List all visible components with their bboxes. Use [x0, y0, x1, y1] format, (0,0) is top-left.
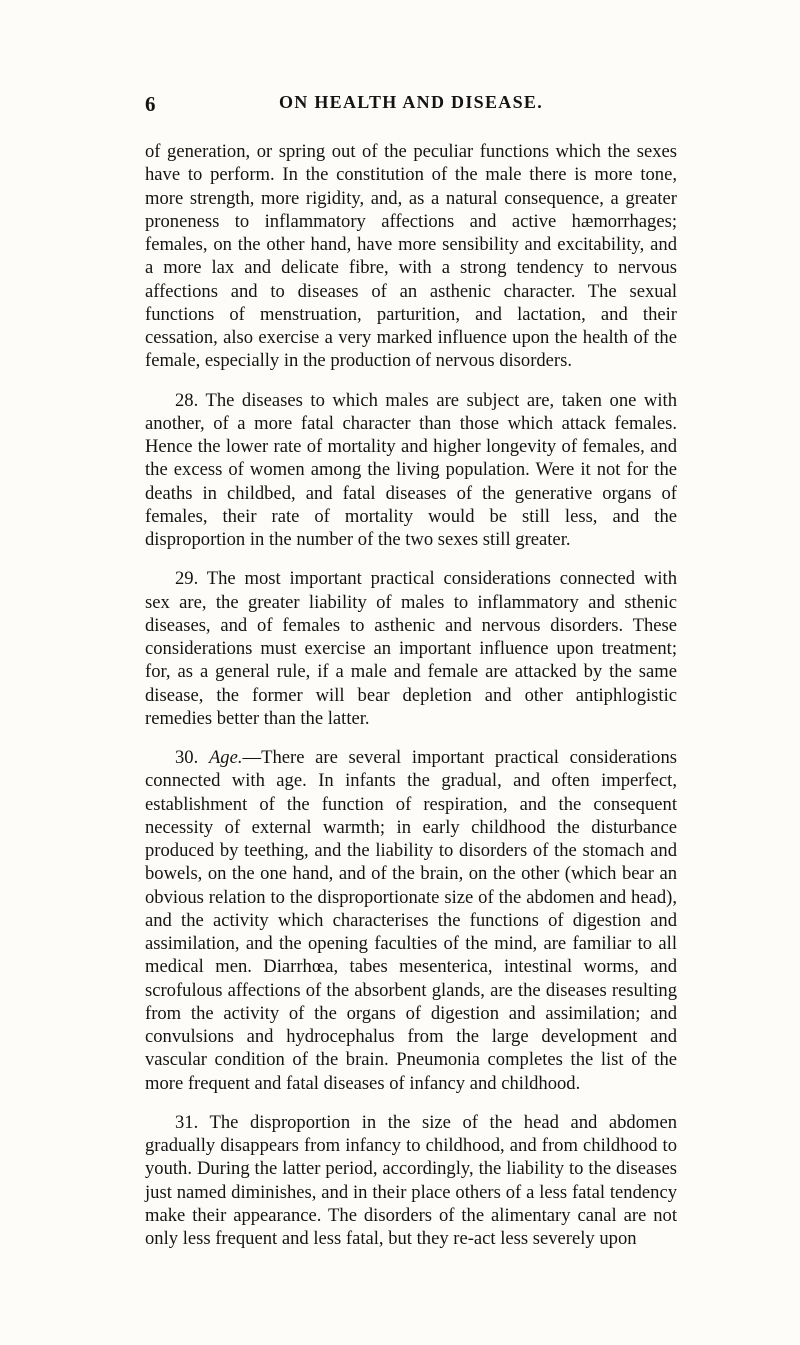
paragraph-text: —There are several important practical considerations connected with age. In infants the gradual, and often imperfect, establishment of the function of respiration, and the consequent necessity of external warmth; in early childhood the disturbance produced by teething, and the liability to disorders of the stomach and bowels, on the one hand, and of the brain, on the other (which bear an obvious relation to the disproportionate size of the abdomen and head), and the activity which characterises the functions of digestion and assimilation, and the opening faculties of the mind, are familiar to all medical men. Diarrhœa, tabes mesenterica, intestinal worms, and scrofulous affections of the absorbent glands, are the diseases resulting from the activity of the organs of digestion and assimilation; and convulsions and hydrocephalus from the large development and vascular condition of the brain. Pneumonia completes the list of the more frequent and fatal diseases of infancy and childhood. [145, 747, 677, 1094]
running-head [145, 92, 677, 116]
paragraph-text: The disproportion in the size of the head and abdomen gradually disappears from infancy to childhood, and from childhood to youth. During the latter period, accordingly, the liability to the diseases just named diminishes, and in their place others of a less fatal tendency make their appearance. The disorders of the alimentary canal are not only less frequent and less fatal, but they re-act less severely upon [145, 1111, 677, 1249]
section-number: 31. [175, 1111, 199, 1133]
body-text [145, 140, 677, 1266]
paragraph-text: of generation, or spring out of the peculiar functions which the sexes have to perform. In the constitution of the male there is more tone, more strength, more rigidity, and, as a natural consequence, a greater proneness to inflammatory affections and active hæmorrhages; females, on the other hand, have more sensibility and excitability, and a more lax and delicate fibre, with a strong tendency to nervous affections and to diseases of an asthenic character. The sexual functions of menstruation, parturition, and lactation, and their cessation, also exercise a very marked influence upon the health of the female, especially in the production of nervous disorders. [145, 141, 677, 372]
paragraph-29 [145, 567, 677, 730]
running-title: ON HEALTH AND DISEASE. [278, 92, 543, 112]
page-number: 6 [145, 92, 156, 116]
section-number: 29. [175, 568, 199, 590]
paragraph-continuation [145, 140, 677, 373]
paragraph-text: The diseases to which males are subject are, taken one with another, of a more fatal character than those which attack females. Hence the lower rate of mortality and higher longevity of females, and the excess of women among the living population. Were it not for the deaths in childbed, and fatal diseases of the generative organs of females, their rate of mortality would be still less, and the disproportion in the number of the two sexes still greater. [145, 389, 677, 550]
paragraph-30 [145, 746, 677, 1095]
paragraph-31 [145, 1111, 677, 1251]
section-number: 30. [175, 747, 199, 768]
section-number: 28. [175, 389, 199, 411]
paragraph-28 [145, 389, 677, 552]
section-title: Age. [208, 747, 243, 768]
paragraph-text: The most important practical considerations connected with sex are, the greater liability of males to inflammatory and sthenic diseases, and of females to asthenic and nervous disorders. These considerations must exercise an important influence upon treatment; for, as a general rule, if a male and female are attacked by the same disease, the former will bear depletion and other antiphlogistic remedies better than the latter. [145, 568, 677, 729]
